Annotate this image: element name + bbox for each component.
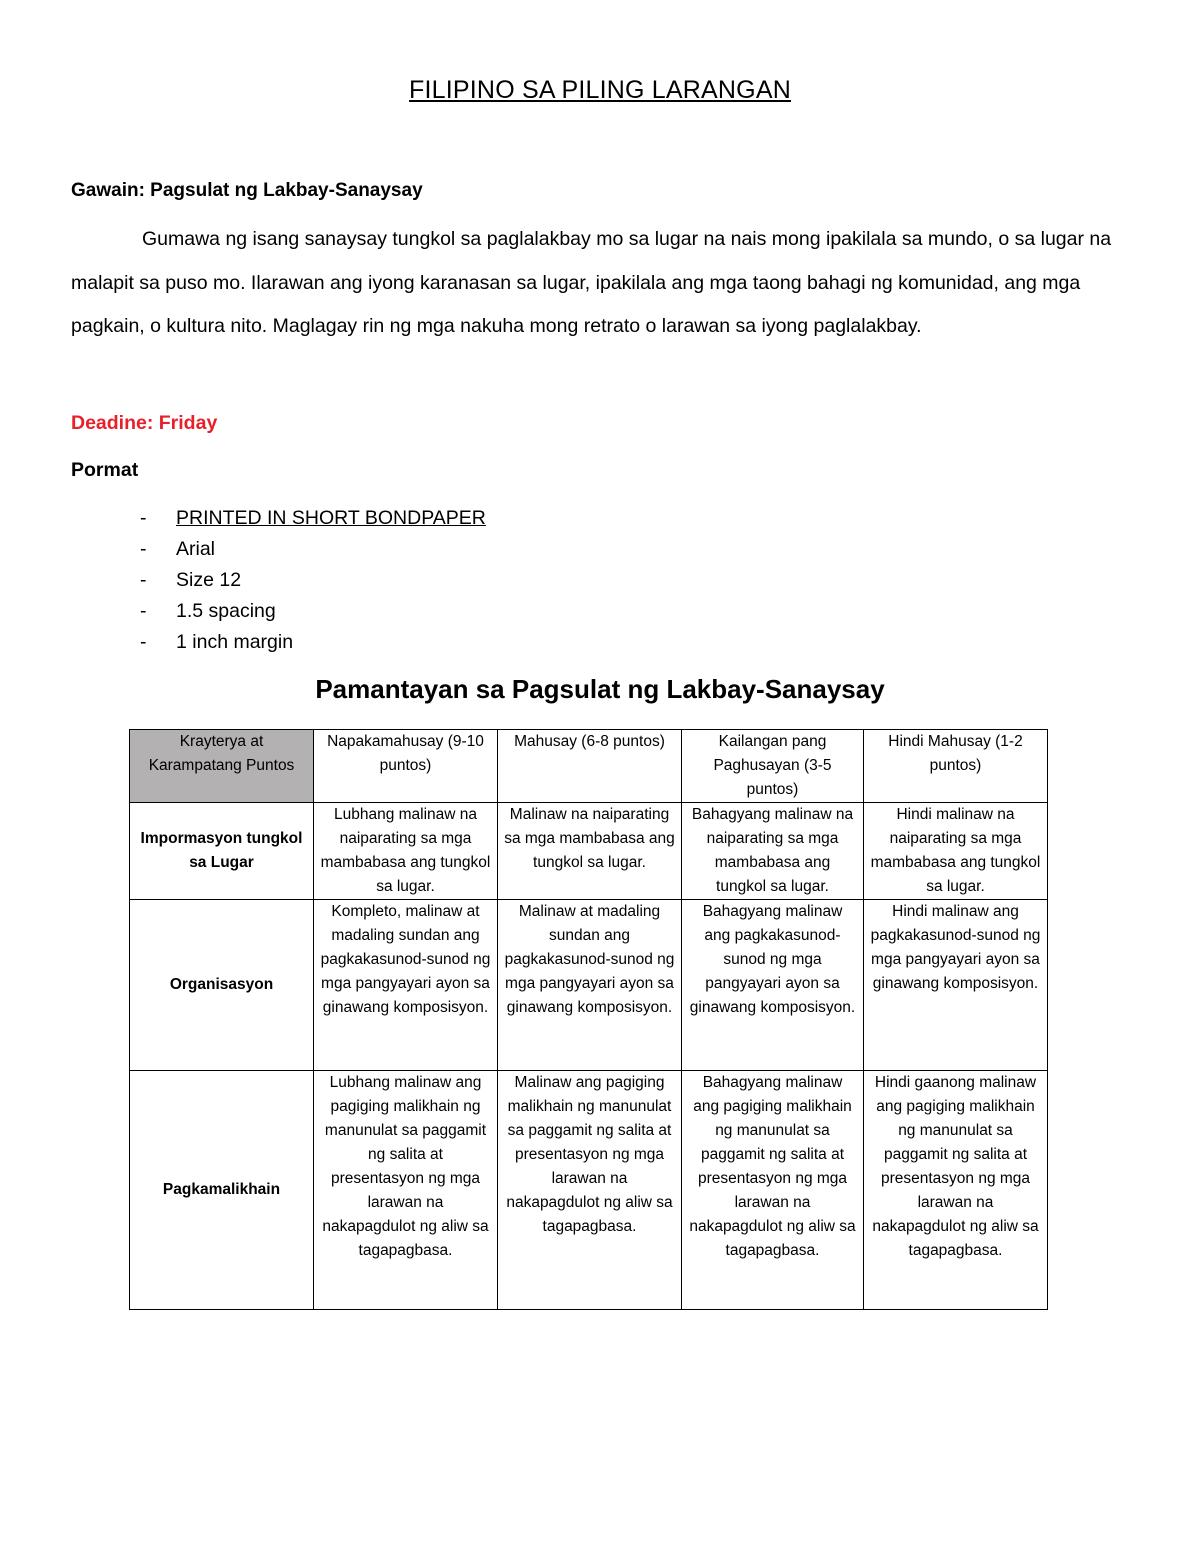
rubric-cell: Malinaw at madaling sundan ang pagkakasunod-sunod ng mga pangyayari ayon sa ginawang komposisyon. [498, 900, 682, 1071]
format-item-text: PRINTED IN SHORT BONDPAPER [176, 507, 486, 529]
table-row [130, 900, 1048, 1071]
format-item-text: Size 12 [176, 569, 242, 591]
rubric-cell: Malinaw na naiparating sa mga mambabasa ang tungkol sa lugar. [498, 803, 682, 900]
table-row [130, 803, 1048, 900]
rubric-header-level: Kailangan pang Paghusayan (3-5 puntos) [682, 730, 864, 803]
rubric-criteria-cell: Pagkamalikhain [130, 1071, 314, 1310]
rubric-criteria-cell: Organisasyon [130, 900, 314, 1071]
format-list [140, 505, 486, 660]
list-marker: - [140, 631, 147, 653]
list-marker: - [140, 569, 147, 591]
rubric-header-level: Mahusay (6-8 puntos) [498, 730, 682, 803]
list-marker: - [140, 507, 147, 529]
rubric-title: Pamantayan sa Pagsulat ng Lakbay-Sanaysay [315, 674, 885, 704]
format-item-text: Arial [176, 538, 216, 560]
rubric-cell: Lubhang malinaw ang pagiging malikhain ng manunulat sa paggamit ng salita at presentasyon ng mga larawan na nakapagdulot ng aliw sa tagapagbasa. [314, 1071, 498, 1310]
rubric-cell: Hindi gaanong malinaw ang pagiging malikhain ng manunulat sa paggamit ng salita at presentasyon ng mga larawan na nakapagdulot ng aliw sa tagapagbasa. [864, 1071, 1048, 1310]
page-title: FILIPINO SA PILING LARANGAN [409, 76, 791, 104]
deadline-text: Deadine: Friday [71, 412, 218, 434]
format-item-text: 1 inch margin [176, 631, 294, 653]
rubric-cell: Bahagyang malinaw ang pagiging malikhain ng manunulat sa paggamit ng salita at presentasyon ng mga larawan na nakapagdulot ng aliw sa tagapagbasa. [682, 1071, 864, 1310]
format-item [140, 536, 486, 567]
rubric-header-level: Hindi Mahusay (1-2 puntos) [864, 730, 1048, 803]
rubric-cell: Hindi malinaw na naiparating sa mga mambabasa ang tungkol sa lugar. [864, 803, 1048, 900]
task-label: Gawain: Pagsulat ng Lakbay-Sanaysay [71, 180, 423, 201]
list-marker: - [140, 538, 147, 560]
rubric-cell: Bahagyang malinaw na naiparating sa mga mambabasa ang tungkol sa lugar. [682, 803, 864, 900]
rubric-cell: Bahagyang malinaw ang pagkakasunod-sunod ng mga pangyayari ayon sa ginawang komposisyon. [682, 900, 864, 1071]
format-item [140, 567, 486, 598]
rubric-cell: Malinaw ang pagiging malikhain ng manunulat sa paggamit ng salita at presentasyon ng mga larawan na nakapagdulot ng aliw sa tagapagbasa. [498, 1071, 682, 1310]
rubric-criteria-cell: Impormasyon tungkol sa Lugar [130, 803, 314, 900]
rubric-header-level: Napakamahusay (9-10 puntos) [314, 730, 498, 803]
rubric-table [129, 729, 1048, 1310]
rubric-header-criteria: Krayterya at Karampatang Puntos [130, 730, 314, 803]
format-item [140, 629, 486, 660]
rubric-header-row [130, 730, 1048, 803]
format-item-text: 1.5 spacing [176, 600, 276, 622]
rubric-cell: Hindi malinaw ang pagkakasunod-sunod ng mga pangyayari ayon sa ginawang komposisyon. [864, 900, 1048, 1071]
task-description: Gumawa ng isang sanaysay tungkol sa paglalakbay mo sa lugar na nais mong ipakilala sa mundo, o sa lugar na malapit sa puso mo. Ilarawan ang iyong karanasan sa lugar, ipakilala ang mga taong bahagi ng komunidad, ang mga pagkain, o kultura nito. Maglagay rin ng mga nakuha mong retrato o larawan sa iyong paglalakbay. [71, 228, 1112, 337]
format-item [140, 505, 486, 536]
rubric-cell: Lubhang malinaw na naiparating sa mga mambabasa ang tungkol sa lugar. [314, 803, 498, 900]
format-item [140, 598, 486, 629]
table-row [130, 1071, 1048, 1310]
rubric-cell: Kompleto, malinaw at madaling sundan ang pagkakasunod-sunod ng mga pangyayari ayon sa ginawang komposisyon. [314, 900, 498, 1071]
list-marker: - [140, 600, 147, 622]
format-label: Pormat [71, 459, 139, 481]
